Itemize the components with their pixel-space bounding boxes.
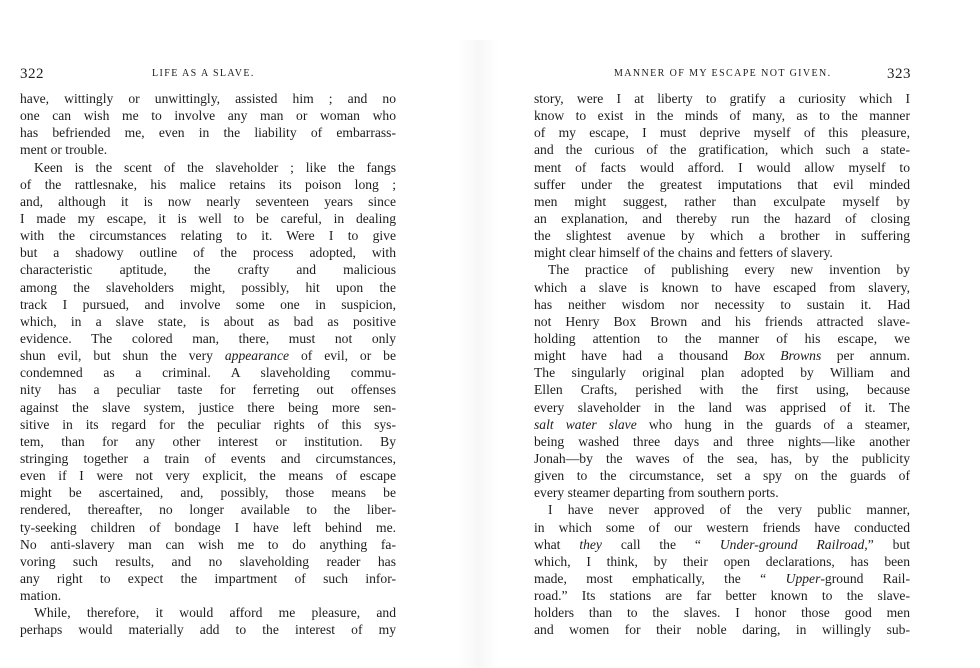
text-line: which a slave is known to have escaped from slavery, bbox=[534, 279, 910, 295]
text-line: with the circumstances relating to it. Were I to give bbox=[20, 228, 396, 244]
right-page-header bbox=[520, 66, 980, 88]
text-line: even if I were not very explicit, the means of escape bbox=[20, 468, 396, 484]
text-line: holding attention to the manner of his escape, we bbox=[534, 330, 910, 346]
text-line: salt water slave who hung in the guards of a steamer, bbox=[534, 416, 910, 432]
text-line: men might suggest, rather than exculpate myself by bbox=[534, 193, 910, 209]
text-line: given to the circumstance, set a spy on the guards of bbox=[534, 468, 910, 484]
text-line: has neither wisdom nor necessity to sustain it. Had bbox=[534, 296, 910, 312]
text-line: stringing together a train of events and circumstances, bbox=[20, 450, 396, 466]
text-line: against the slave system, justice there being more sen- bbox=[20, 399, 396, 415]
text-line: shun evil, but shun the very appearance of evil, or be bbox=[20, 348, 396, 364]
text-line: which, in a slave state, is about as bad as positive bbox=[20, 313, 396, 329]
text-line: being washed three days and three nights—like another bbox=[534, 433, 910, 449]
text-line: might have had a thousand Box Browns per annum. bbox=[534, 348, 910, 364]
text-line: tem, than for any other interest or institution. By bbox=[20, 433, 396, 449]
text-line: and, although it is now nearly seventeen years since bbox=[20, 193, 396, 209]
text-line: not Henry Box Brown and his friends attracted slave- bbox=[534, 313, 910, 329]
text-line: rendered, thereafter, no longer available to the liber- bbox=[20, 502, 396, 518]
text-line: in which some of our western friends have conducted bbox=[534, 519, 910, 535]
left-running-head: LIFE AS A SLAVE. bbox=[152, 68, 255, 79]
text-line: made, most emphatically, the “ Upper-ground Rail- bbox=[534, 570, 910, 586]
text-line: evidence. The colored man, there, must not only bbox=[20, 330, 396, 346]
text-line: among the slaveholders might, possibly, hit upon the bbox=[20, 279, 396, 295]
text-line: know to exist in the minds of many, as to the manner bbox=[534, 108, 910, 124]
right-page-body bbox=[534, 90, 910, 639]
text-line: the slightest avenue by which a brother in suffering bbox=[534, 228, 910, 244]
text-line: but a shadowy outline of the process adopted, with bbox=[20, 245, 396, 261]
text-line: nity has a peculiar taste for ferreting out offenses bbox=[20, 382, 396, 398]
text-line: perhaps would materially add to the interest of my bbox=[20, 622, 396, 638]
left-page-number: 322 bbox=[20, 66, 44, 82]
text-line: might clear himself of the chains and fetters of slavery. bbox=[534, 245, 833, 261]
text-line: of the rattlesnake, his malice retains its poison long ; bbox=[20, 176, 396, 192]
text-line: an explanation, and thereby run the hazard of closing bbox=[534, 210, 910, 226]
text-line: have, wittingly or unwittingly, assisted him ; and no bbox=[20, 91, 396, 106]
text-line: condemned as a criminal. A slaveholding commu- bbox=[20, 365, 396, 381]
text-line: Jonah—by the waves of the sea, has, by the publicity bbox=[534, 450, 910, 466]
text-line: ment or trouble. bbox=[20, 142, 108, 158]
text-line: and the curious of the gratification, which such a state- bbox=[534, 142, 910, 158]
text-line: holders than to the slaves. I honor those good men bbox=[534, 605, 910, 621]
text-line: ty-seeking children of bondage I have left behind me. bbox=[20, 519, 396, 535]
text-line: suffer under the greatest imputations that evil minded bbox=[534, 176, 910, 192]
text-line: of my escape, I must deprive myself of this pleasure, bbox=[534, 125, 910, 141]
text-line: ment of facts would afford. I would allow myself to bbox=[534, 159, 910, 175]
text-line: and women for their noble daring, in willingly sub- bbox=[534, 622, 910, 638]
text-line: I made my escape, it is well to be careful, in dealing bbox=[20, 210, 396, 226]
text-line: No anti-slavery man can wish me to do anything fa- bbox=[20, 536, 396, 552]
text-line: what they call the “ Under-ground Railroad,” but bbox=[534, 536, 911, 552]
text-line: which, I think, by their open declarations, has been bbox=[534, 553, 910, 569]
text-line: While, therefore, it would afford me pleasure, and bbox=[34, 605, 396, 621]
text-line: story, were I at liberty to gratify a curiosity which I bbox=[534, 91, 910, 106]
text-line: The singularly original plan adopted by William and bbox=[534, 365, 910, 381]
text-line: might be ascertained, and, possibly, those means be bbox=[20, 485, 396, 501]
text-line: mation. bbox=[20, 588, 62, 604]
text-line: The practice of publishing every new invention by bbox=[548, 262, 910, 278]
text-line: every steamer departing from southern ports. bbox=[534, 485, 779, 501]
left-page-header bbox=[0, 66, 430, 88]
right-running-head: MANNER OF MY ESCAPE NOT GIVEN. bbox=[614, 68, 832, 79]
text-line: track I pursued, and involve some one in suspicion, bbox=[20, 296, 396, 312]
text-line: I have never approved of the very public manner, bbox=[548, 502, 910, 518]
book-gutter bbox=[458, 40, 498, 668]
right-page-number: 323 bbox=[887, 66, 911, 82]
text-line: Ellen Crafts, perished with the first using, because bbox=[534, 382, 910, 398]
text-line: Keen is the scent of the slaveholder ; like the fangs bbox=[34, 159, 396, 175]
left-page bbox=[0, 0, 430, 668]
left-page-body bbox=[20, 90, 396, 639]
text-line: every slaveholder in the land was apprised of it. The bbox=[534, 399, 910, 415]
text-line: one can wish me to involve any man or woman who bbox=[20, 108, 396, 124]
right-page bbox=[520, 0, 980, 668]
text-line: any right to expect the impartment of such infor- bbox=[20, 570, 396, 586]
text-line: road.” Its stations are far better known to the slave- bbox=[534, 588, 910, 604]
text-line: has befriended me, even in the liability of embarrass- bbox=[20, 125, 396, 141]
text-line: voring such results, and no slaveholding reader has bbox=[20, 553, 396, 569]
text-line: characteristic aptitude, the crafty and malicious bbox=[20, 262, 396, 278]
text-line: sitive in its regard for the peculiar rights of this sys- bbox=[20, 416, 396, 432]
